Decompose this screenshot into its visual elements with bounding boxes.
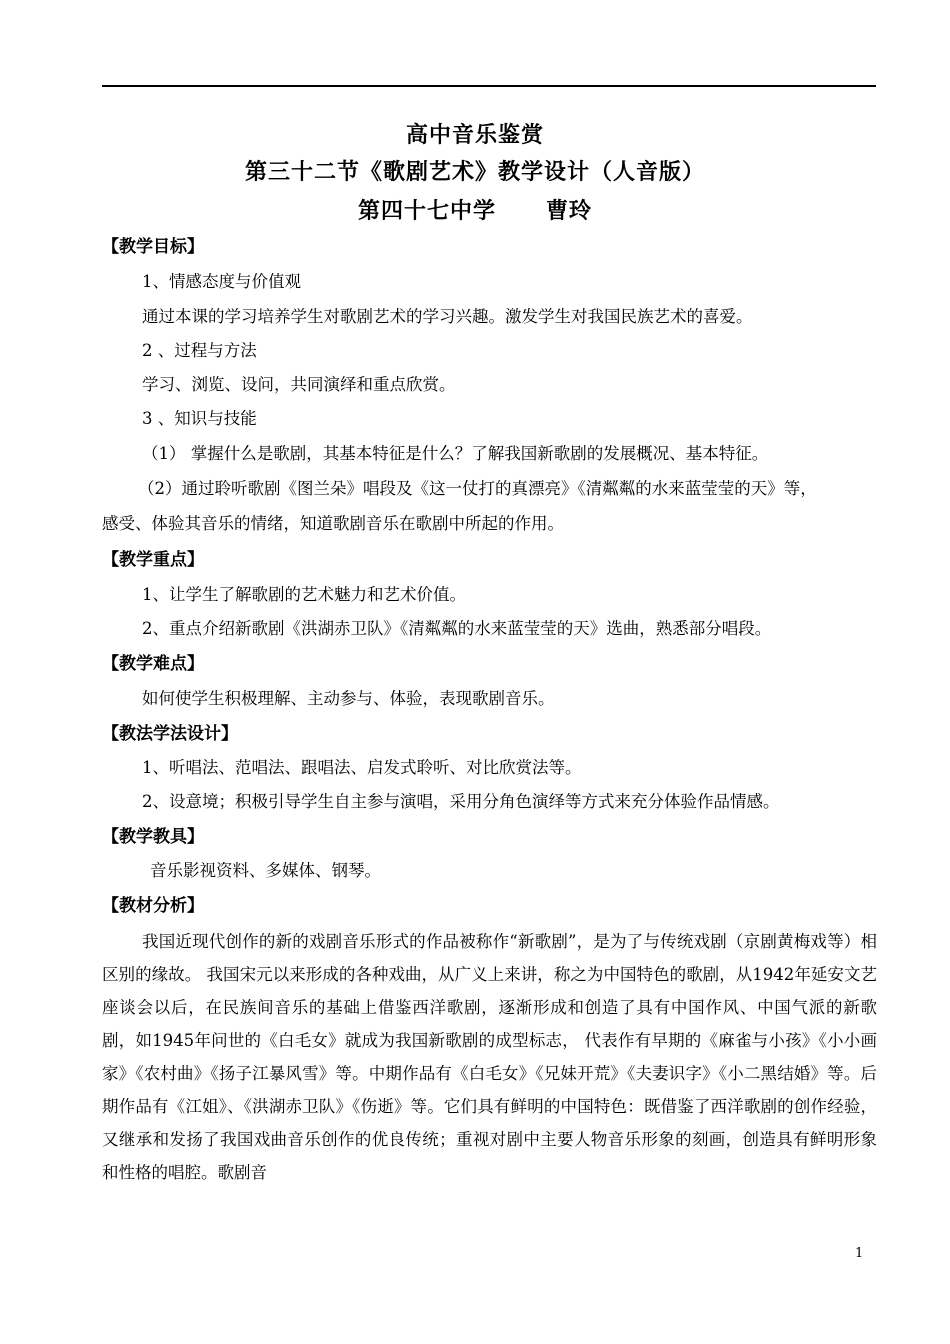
methods-heading: 【教法学法设计】 <box>102 724 238 744</box>
school-name: 第四十七中学 <box>357 198 496 224</box>
objective-item-1: 1、情感态度与价值观 <box>142 272 301 291</box>
difficulty-text: 如何使学生积极理解、主动参与、体验，表现歌剧音乐。 <box>142 689 555 708</box>
analysis-paragraph: 我国近现代创作的新的戏剧音乐形式的作品被称作“新歌剧”，是为了与传统戏剧（京剧黄梅戏等）相区别的缘故。 我国宋元以来形成的各种戏曲，从广义上来讲，称之为中国特色的歌剧，从1942年延安文艺座谈会以后，在民族间音乐的基础上借鉴西洋歌剧，逐渐形成和创造了具有中国作风、中国气派的新歌剧，如1945年问世的《白毛女》就成为我国新歌剧的成型标志， 代表作有早期的《麻雀与小孩》《小小画家》《农村曲》《扬子江暴风雪》等。中期作品有《白毛女》《兄妹开荒》《夫妻识字》《小二黑结婚》等。后期作品有《江姐》、《洪湖赤卫队》《伤逝》等。它们具有鲜明的中国特色：既借鉴了西洋歌剧的创作经验，又继承和发扬了我国戏曲音乐创作的优良传统；重视对剧中主要人物音乐形象的刻画，创造具有鲜明形象和性格的唱腔。歌剧音 <box>102 932 877 1182</box>
objective-item-3: 3 、知识与技能 <box>142 409 257 428</box>
key-points-heading: 【教学重点】 <box>102 550 204 570</box>
page-number: 1 <box>855 1246 864 1261</box>
tools-heading: 【教学教具】 <box>102 827 204 847</box>
tools-text: 音乐影视资料、多媒体、钢琴。 <box>150 861 381 880</box>
method-1: 1、听唱法、范唱法、跟唱法、启发式聆听、对比欣赏法等。 <box>142 758 582 777</box>
method-2: 2、设意境；积极引导学生自主参与演唱，采用分角色演绎等方式来充分体验作品情感。 <box>142 792 780 811</box>
difficulties-heading: 【教学难点】 <box>102 654 204 674</box>
lesson-title: 第三十二节《歌剧艺术》教学设计（人音版） <box>244 159 705 185</box>
objective-item-1-text: 通过本课的学习培养学生对歌剧艺术的学习兴趣。激发学生对我国民族艺术的喜爱。 <box>142 307 753 326</box>
objective-sub-2a: （2）通过聆听歌剧《图兰朵》唱段及《这一仗打的真漂亮》《清粼粼的水来蓝莹莹的天》等， <box>138 479 817 498</box>
key-point-1: 1、让学生了解歌剧的艺术魅力和艺术价值。 <box>142 585 466 604</box>
objective-sub-2b: 感受、体验其音乐的情绪，知道歌剧音乐在歌剧中所起的作用。 <box>102 514 564 533</box>
author-name: 曹玲 <box>546 198 593 224</box>
objectives-heading: 【教学目标】 <box>102 237 204 257</box>
objective-sub-1: （1） 掌握什么是歌剧，其基本特征是什么？了解我国新歌剧的发展概况、基本特征。 <box>142 444 769 463</box>
key-point-2: 2、重点介绍新歌剧《洪湖赤卫队》《清粼粼的水来蓝莹莹的天》选曲，熟悉部分唱段。 <box>142 619 772 638</box>
objective-item-2: 2 、过程与方法 <box>142 341 257 360</box>
analysis-heading: 【教材分析】 <box>102 896 204 916</box>
author-line <box>0 196 950 226</box>
header-rule <box>102 85 876 87</box>
course-title: 高中音乐鉴赏 <box>405 122 544 148</box>
objective-item-2-text: 学习、浏览、设问，共同演绎和重点欣赏。 <box>142 375 456 394</box>
